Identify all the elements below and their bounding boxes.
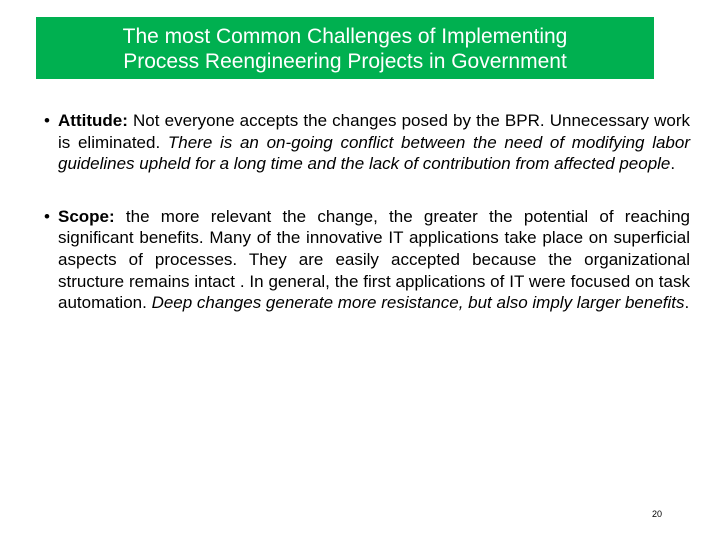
bullet-text-attitude: Not everyone accepts the changes posed by the BPR. Unnecessary work is eliminated. (58, 111, 690, 152)
bullet-scope (44, 206, 690, 314)
bullet-term-scope: Scope: (58, 206, 115, 226)
title-line-1: The most Common Challenges of Implementing (122, 25, 568, 48)
bullet-attitude (44, 110, 690, 175)
title-banner (36, 17, 654, 79)
bullet-marker: • (44, 111, 50, 130)
bullet-term-attitude: Attitude: (58, 111, 128, 130)
bullet-marker: • (44, 206, 50, 226)
bullet-text-scope: the more relevant the change, the greater the potential of reaching significant benefits. Many of the innovative IT applications take place on superficial aspects of processes. They are easily accepted because the organizational structure remains intact . In general, the first applications of IT were focused on task automation. (58, 206, 690, 313)
bullet-tail-attitude: . (670, 154, 676, 174)
bullet-list (44, 110, 690, 314)
page-number: 20 (652, 509, 663, 519)
bullet-italic-attitude: There is an on-going conflict between the need of modifying labor guidelines upheld for a long time and the lack of contribution from affected people (58, 132, 690, 174)
title-line-2: Process Reengineering Projects in Government (123, 50, 567, 73)
bullet-italic-scope: Deep changes generate more resistance, but also imply larger benefits (151, 293, 685, 313)
bullet-tail-scope: . (684, 293, 690, 313)
